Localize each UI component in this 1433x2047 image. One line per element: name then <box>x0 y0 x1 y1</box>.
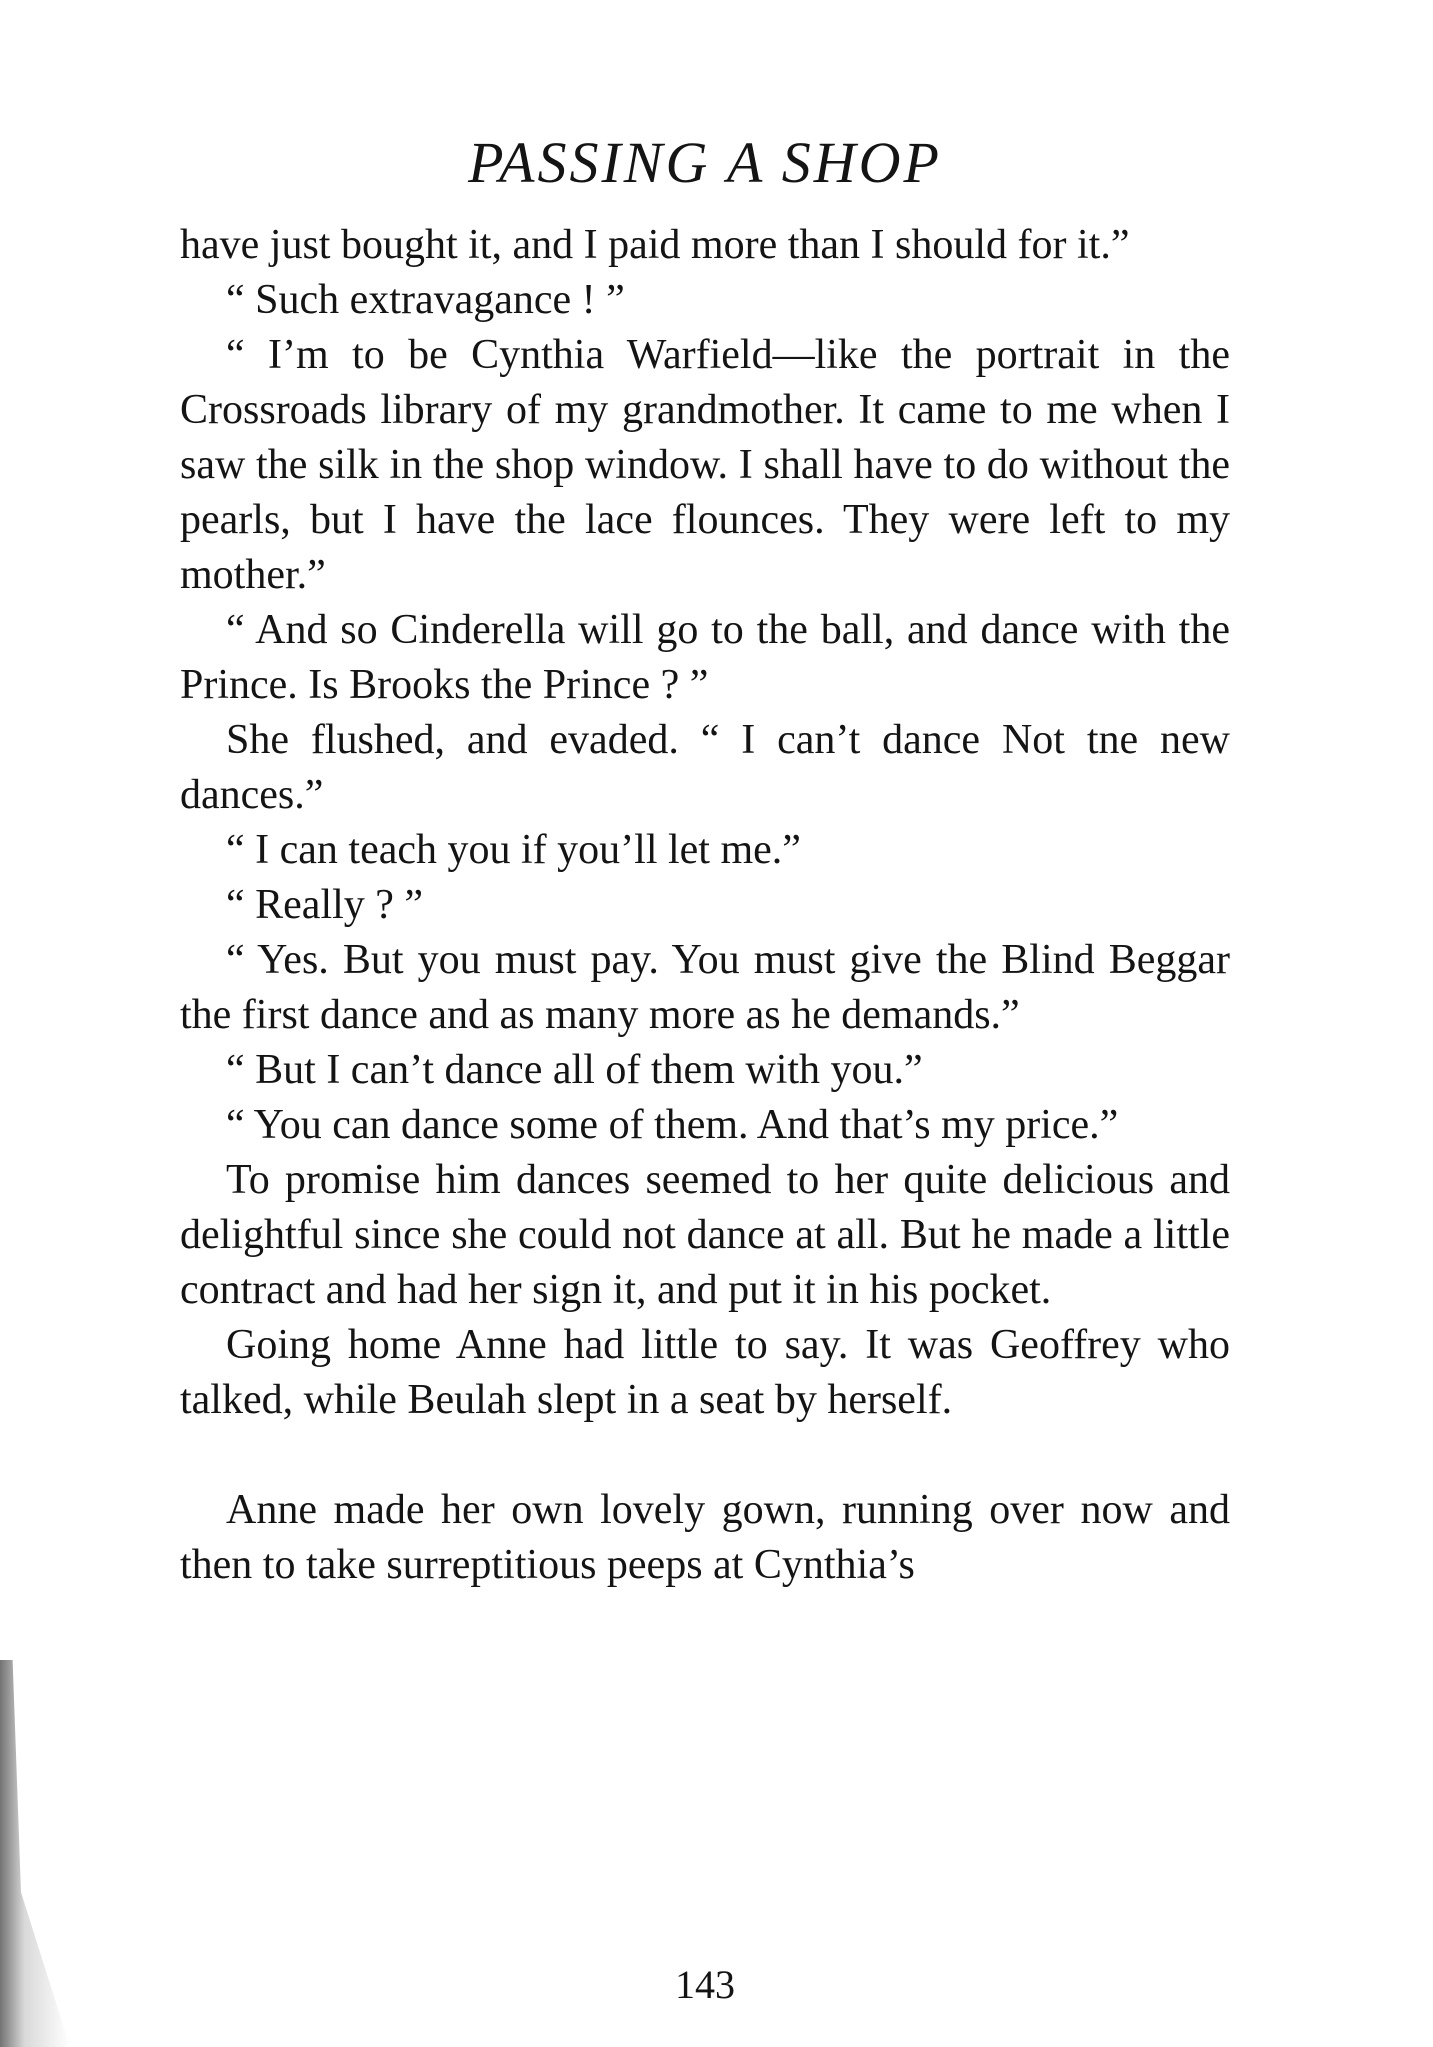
paragraph: Going home Anne had little to say. It was Geoffrey who talked, while Beulah slept in a seat by herself. <box>180 1322 1230 1423</box>
paragraph: “ Such extravagance ! ” <box>226 277 625 323</box>
paragraph: Anne made her own lovely gown, running over now and then to take surreptitious peeps at Cynthia’s <box>180 1487 1230 1588</box>
paragraph: “ I can teach you if you’ll let me.” <box>226 827 801 873</box>
paragraph: “ You can dance some of them. And that’s my price.” <box>226 1102 1119 1148</box>
paragraph: She flushed, and evaded. “ I can’t dance Not tne new dances.” <box>180 717 1230 818</box>
running-header: PASSING A SHOP <box>468 130 942 195</box>
paragraph: “ But I can’t dance all of them with you.” <box>226 1047 923 1093</box>
paragraph: “ Yes. But you must pay. You must give the Blind Beggar the first dance and as many more as he demands.” <box>180 937 1230 1038</box>
paragraph: “ And so Cinderella will go to the ball, and dance with the Prince. Is Brooks the Prince ? ” <box>180 607 1230 708</box>
paragraph: have just bought it, and I paid more than I should for it.” <box>180 222 1130 268</box>
page-body <box>180 218 1230 1593</box>
paragraph: “ I’m to be Cynthia Warfield—like the portrait in the Crossroads library of my grandmother. It came to me when I saw the silk in the shop window. I shall have to do without the pearls, but I have the lace flounces. They were left to my mother.” <box>180 332 1230 598</box>
paragraph: To promise him dances seemed to her quite delicious and delightful since she could not dance at all. But he made a little contract and had her sign it, and put it in his pocket. <box>180 1157 1230 1313</box>
page-number: 143 <box>675 1962 735 2007</box>
paragraph: “ Really ? ” <box>226 882 424 928</box>
scan-edge-shadow <box>0 1660 70 2047</box>
